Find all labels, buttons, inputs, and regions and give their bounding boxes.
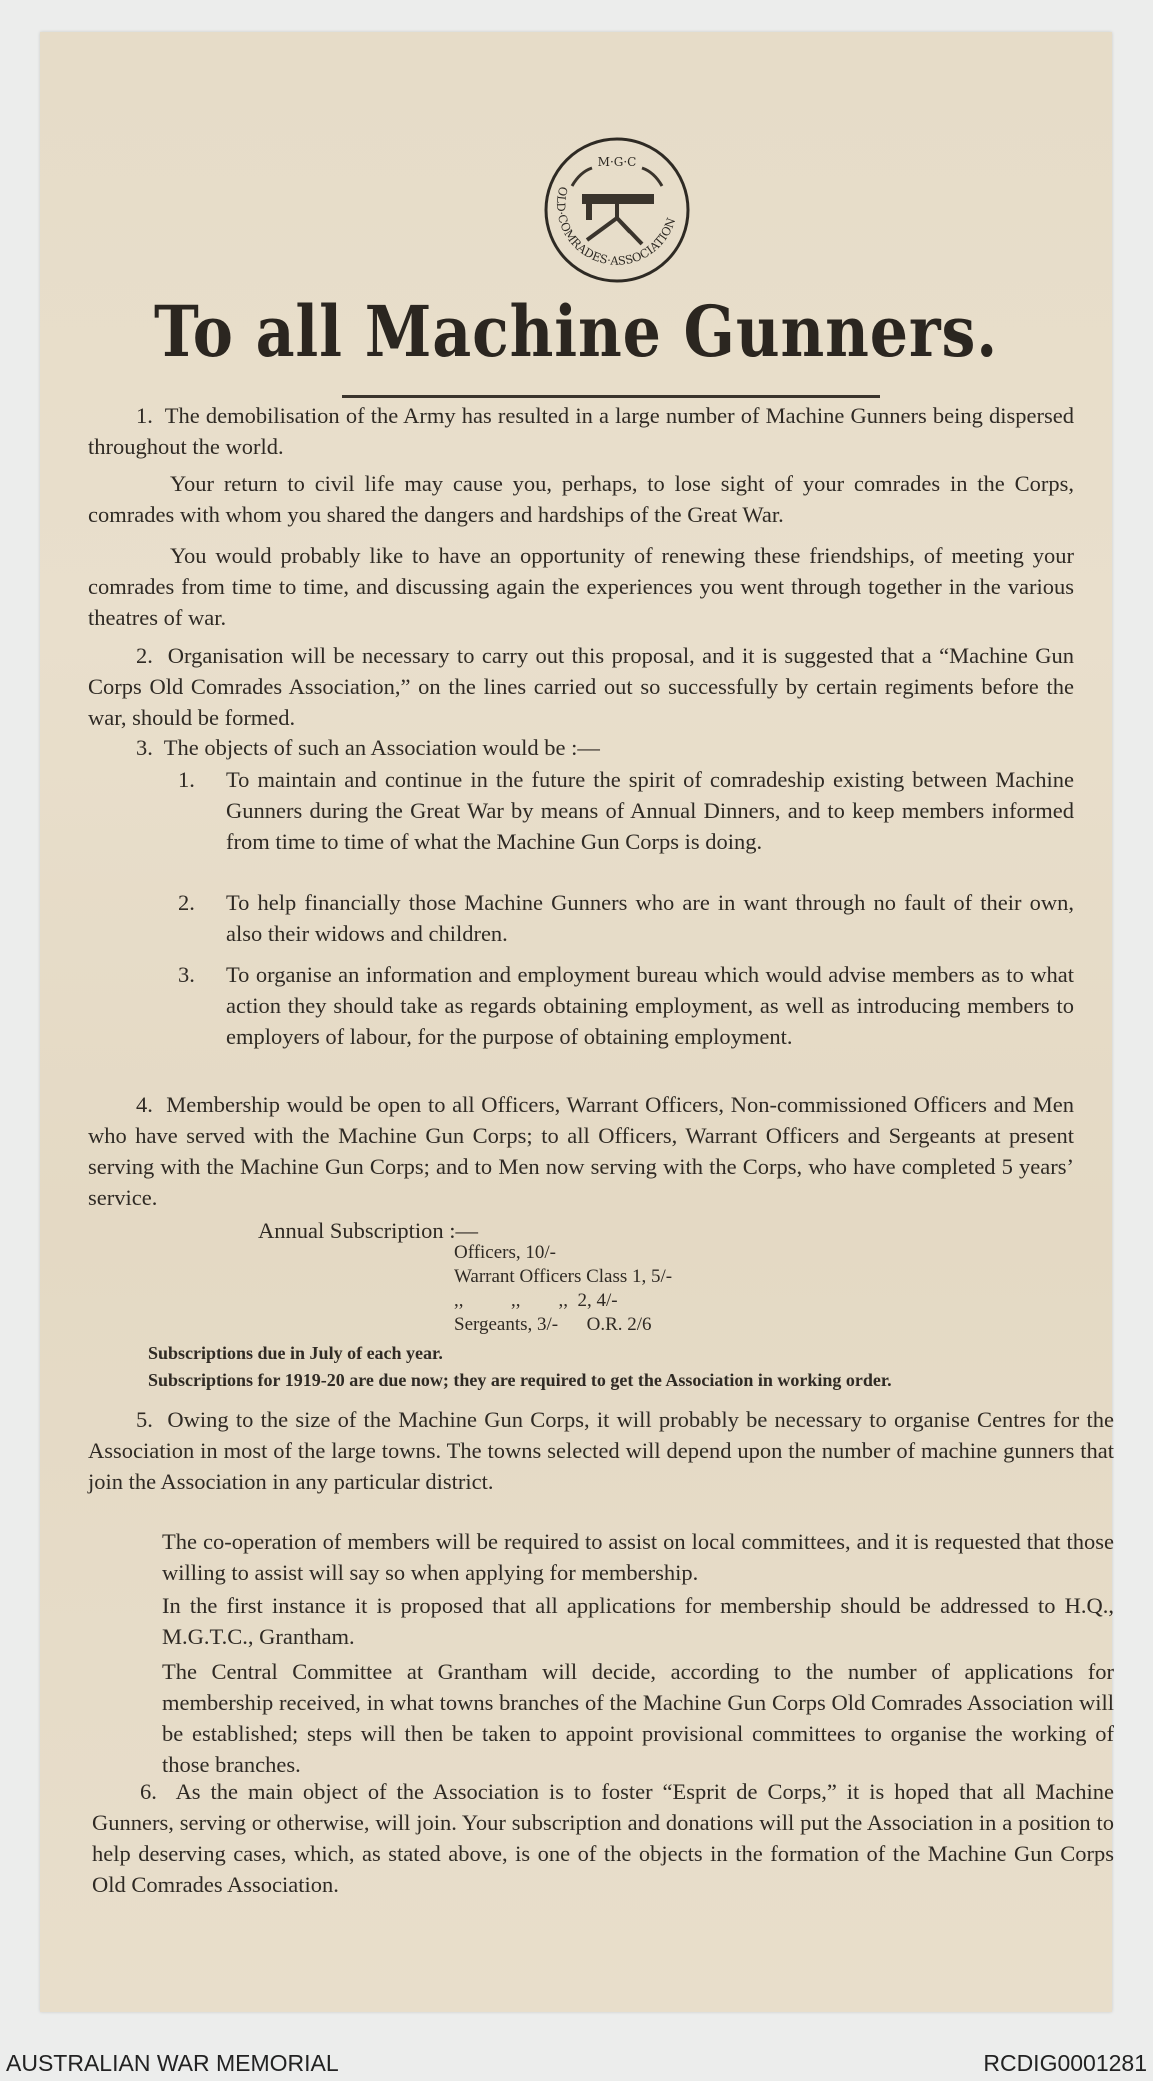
page-title: To all Machine Gunners. <box>153 290 999 373</box>
object-item-2: To help financially those Machine Gunners who are in want through no fault of their own, also their widows and children. <box>226 890 1074 946</box>
subscription-sergeants-or: Sergeants, 3/- O.R. 2/6 <box>454 1314 652 1335</box>
paragraph-6 <box>92 1776 1114 1900</box>
paragraph-1c: You would probably like to have an opportunity of renewing these friendships, of meeting your comrades from time to time, and discussing again the experiences you went through together in the various theatres of war. <box>88 543 1074 630</box>
subscription-warrant-class-1: Warrant Officers Class 1, 5/- <box>454 1266 673 1287</box>
paragraph-text: Owing to the size of the Machine Gun Corps, it will probably be necessary to organise Centres for the Association in most of the large towns. The towns selected will depend upon the number of machine gunners that join the Association in any particular district. <box>88 1407 1115 1494</box>
paragraph-text: Membership would be open to all Officers, Warrant Officers, Non-commissioned Officers and Men who have served with the Machine Gun Corps; to all Officers, Warrant Officers and Sergeants at present serving with the Machine Gun Corps; and to Men now serving with the Corps, who have completed 5 years’ service. <box>88 1092 1075 1210</box>
title-underline <box>342 395 880 398</box>
paragraph-2 <box>88 640 1074 733</box>
subscription-due-note: Subscriptions due in July of each year. <box>148 1343 443 1363</box>
paragraph-5 <box>88 1404 1114 1497</box>
paragraph-1 <box>88 400 1074 462</box>
footer-record-id: RCDIG0001281 <box>983 2050 1147 2076</box>
paragraph-number: 3. <box>136 735 153 760</box>
mgc-seal-logo <box>542 136 692 284</box>
paragraph-number: 6. <box>140 1779 157 1804</box>
svg-text:OLD·COMRADES·ASSOCIATION: OLD·COMRADES·ASSOCIATION <box>553 185 679 268</box>
paragraph-number: 4. <box>136 1092 153 1117</box>
item-number: 3. <box>178 962 195 987</box>
paragraph-text: The objects of such an Association would be :— <box>163 735 600 760</box>
paragraph-text: Organisation will be necessary to carry out this proposal, and it is suggested that a “Machine Gun Corps Old Comrades Association,” on the lines carried out so successfully by certain regiments before the war, should be formed. <box>88 643 1075 730</box>
paragraph-text: As the main object of the Association is to foster “Esprit de Corps,” it is hoped that all Machine Gunners, serving or otherwise, will join. Your subscription and donations will put the Association in a position to help deserving cases, which, as stated above, is one of the objects in the formation of the Machine Gun Corps Old Comrades Association. <box>92 1779 1115 1897</box>
paragraph-3 <box>88 732 1074 763</box>
svg-text:M·G·C: M·G·C <box>597 155 637 169</box>
paragraph-number: 5. <box>136 1407 153 1432</box>
paragraph-5b: The co-operation of members will be required to assist on local committees, and it is requested that those willing to assist will say so when applying for membership. <box>162 1529 1114 1585</box>
paragraph-number: 1. <box>136 403 153 428</box>
item-number: 1. <box>178 767 195 792</box>
subscription-heading: Annual Subscription :— <box>258 1218 478 1243</box>
paragraph-text: The demobilisation of the Army has resulted in a large number of Machine Gunners being dispersed throughout the world. <box>88 403 1075 459</box>
paragraph-5d: The Central Committee at Grantham will decide, according to the number of applications for membership received, in what towns branches of the Machine Gun Corps Old Comrades Association will be established; steps will then be taken to appoint provisional committees to organise the working of those branches. <box>162 1659 1114 1777</box>
footer-institution: AUSTRALIAN WAR MEMORIAL <box>6 2050 339 2076</box>
subscription-current-note: Subscriptions for 1919-20 are due now; they are required to get the Association in working order. <box>148 1370 892 1390</box>
paragraph-1b: Your return to civil life may cause you, perhaps, to lose sight of your comrades in the Corps, comrades with whom you shared the dangers and hardships of the Great War. <box>88 471 1074 527</box>
paragraph-5c: In the first instance it is proposed that all applications for membership should be addressed to H.Q., M.G.T.C., Grantham. <box>162 1593 1114 1649</box>
object-item-1: To maintain and continue in the future the spirit of comradeship existing between Machine Gunners during the Great War by means of Annual Dinners, and to keep members informed from time to time of what the Machine Gun Corps is doing. <box>226 767 1074 854</box>
subscription-officers: Officers, 10/- <box>454 1242 557 1263</box>
subscription-warrant-class-2: ,, ,, ,, 2, 4/- <box>454 1290 618 1311</box>
document-page <box>40 32 1115 2012</box>
object-item-3: To organise an information and employment bureau which would advise members as to what action they should take as regards obtaining employment, as well as introducing members to employers of labour, for the purpose of obtaining employment. <box>226 962 1074 1049</box>
item-number: 2. <box>178 890 195 915</box>
paragraph-number: 2. <box>136 643 153 668</box>
paragraph-4 <box>88 1089 1074 1213</box>
